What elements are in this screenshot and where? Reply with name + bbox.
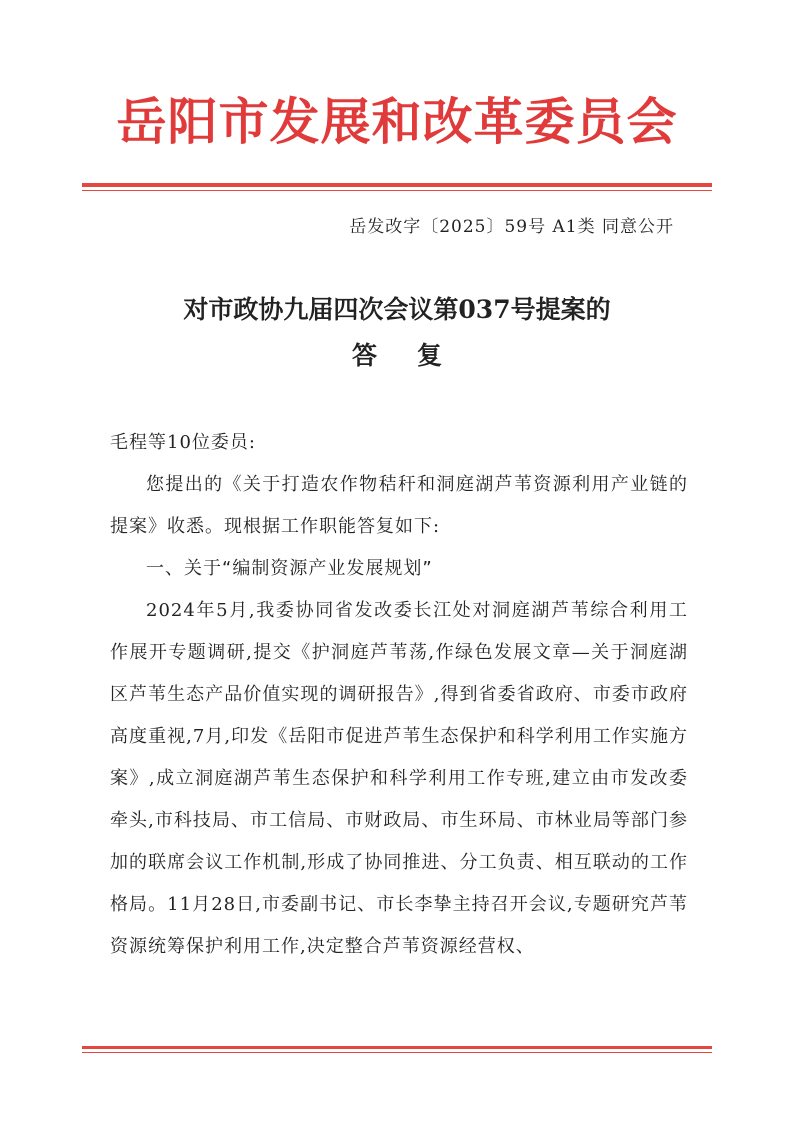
document-body [110, 422, 688, 968]
document-number: 岳发改字〔2025〕59号 A1类 同意公开 [349, 217, 674, 237]
org-header-title: 岳阳市发展和改革委员会 [116, 92, 678, 151]
salutation: 毛程等10位委员: [110, 432, 256, 453]
footer-rule-thin [82, 1052, 712, 1053]
document-title-line1: 对市政协九届四次会议第037号提案的 [183, 295, 611, 324]
header-rule-thin [82, 190, 712, 191]
header-rule-thick [82, 183, 712, 187]
document-title-line2: 答复 [351, 341, 482, 370]
paragraph-intro: 您提出的《关于打造农作物秸秆和洞庭湖芦苇资源利用产业链的提案》收悉。现根据工作职能答复如下: [110, 474, 688, 537]
section-heading-1: 一、关于“编制资源产业发展规划” [146, 558, 433, 579]
footer-rule-thick [82, 1046, 712, 1049]
paragraph-section-1: 2024年5月,我委协同省发改委长江处对洞庭湖芦苇综合利用工作展开专题调研,提交《护洞庭芦苇荡,作绿色发展文章—关于洞庭湖区芦苇生态产品价值实现的调研报告》,得到省委省政府、市委市政府高度重视,7月,印发《岳阳市促进芦苇生态保护和科学利用工作实施方案》,成立洞庭湖芦苇生态保护和科学利用工作专班,建立由市发改委牵头,市科技局、市工信局、市财政局、市生环局、市林业局等部门参加的联席会议工作机制,形成了协同推进、分工负责、相互联动的工作格局。11月28日,市委副书记、市长李挚主持召开会议,专题研究芦苇资源统筹保护利用工作,决定整合芦苇资源经营权、 [110, 600, 688, 957]
